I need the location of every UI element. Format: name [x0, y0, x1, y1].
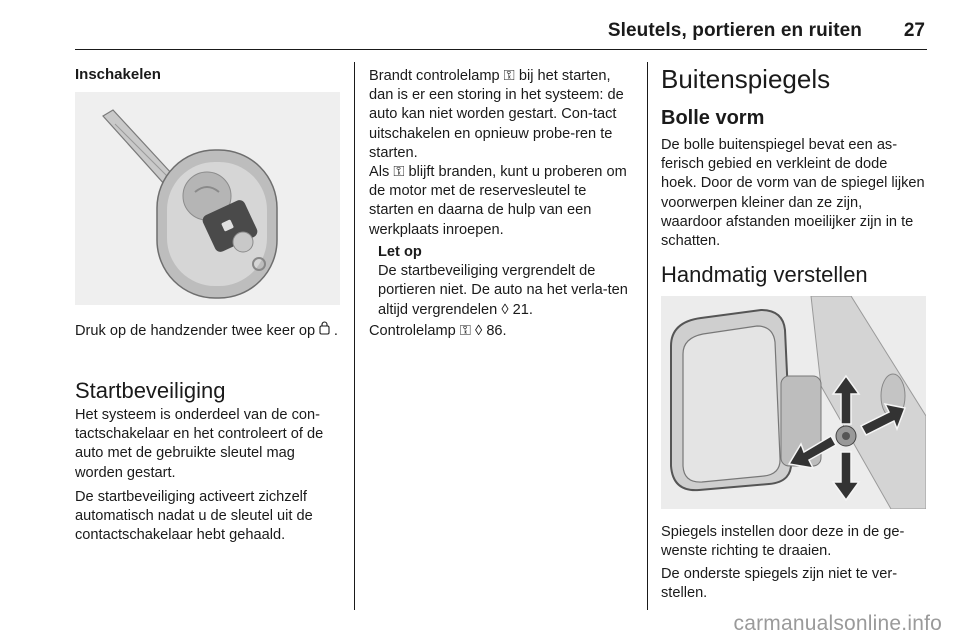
note-title: Let op — [378, 244, 422, 260]
car-key-icon: ⚿ — [393, 164, 405, 180]
mirror-illustration — [661, 296, 926, 509]
lock-icon — [319, 323, 334, 338]
paragraph: Brandt controlelamp ⚿ bij het starten, dan is er een storing in het systeem: de auto kan niet worden gestart. Con-tact uitschakelen en opnieuw probe-ren te starten. — [369, 68, 624, 161]
heading-inschakelen: Inschakelen — [75, 66, 161, 83]
chapter-buitenspiegels: Buitenspiegels — [661, 64, 831, 94]
section-startbeveiliging: Startbeveiliging — [75, 378, 226, 403]
column-divider — [647, 62, 648, 610]
section-handmatig-verstellen: Handmatig verstellen — [661, 262, 868, 287]
running-title: Sleutels, portieren en ruiten — [607, 20, 862, 41]
page-ref-icon: ◊ — [501, 301, 509, 318]
subheading-bolle-vorm: Bolle vorm — [661, 107, 765, 129]
figure-remote-key — [75, 92, 340, 305]
page-ref-icon: ◊ — [475, 323, 483, 339]
paragraph: Als ⚿ blijft branden, kunt u proberen om de motor met de reservesleutel te starten en daarna de hulp van een werkplaats inroepen. — [369, 164, 627, 238]
car-key-icon: ⚿ — [503, 68, 515, 84]
paragraph: Het systeem is onderdeel van de con-tactschakelaar en het controleert of de auto met de gebruikte sleutel mag worden gestart. — [75, 407, 324, 481]
car-key-icon: ⚿ — [459, 323, 471, 339]
paragraph: De startbeveiliging activeert zichzelf automatisch nadat u de sleutel uit de contactschakelaar hebt gehaald. — [75, 489, 313, 544]
paragraph: Spiegels instellen door deze in de ge-wenste richting te draaien. — [661, 524, 905, 560]
column-divider — [354, 62, 355, 610]
caption-press-twice: Druk op de handzender twee keer op . — [75, 323, 338, 339]
page-number: 27 — [903, 20, 925, 41]
figure-mirror-adjust — [661, 296, 926, 509]
paragraph: De onderste spiegels zijn niet te ver-stellen. — [661, 566, 898, 602]
remote-key-illustration — [75, 92, 340, 305]
note-block: Let op De startbeveiliging vergrendelt de portieren niet. De auto na het verla-ten altijd vergrendelen ◊ 21. — [378, 243, 635, 320]
paragraph: De bolle buitenspiegel bevat een as-ferisch gebied en verkleint de dode hoek. Door de vorm van de spiegel lijken voorwerpen kleiner dan ze zijn, waardoor afstanden moeilijker zijn in te schatten. — [661, 137, 925, 250]
watermark: carmanualsonline.info — [733, 612, 942, 635]
paragraph: Controlelamp ⚿ ◊ 86. — [369, 323, 507, 339]
header-rule — [75, 49, 927, 50]
